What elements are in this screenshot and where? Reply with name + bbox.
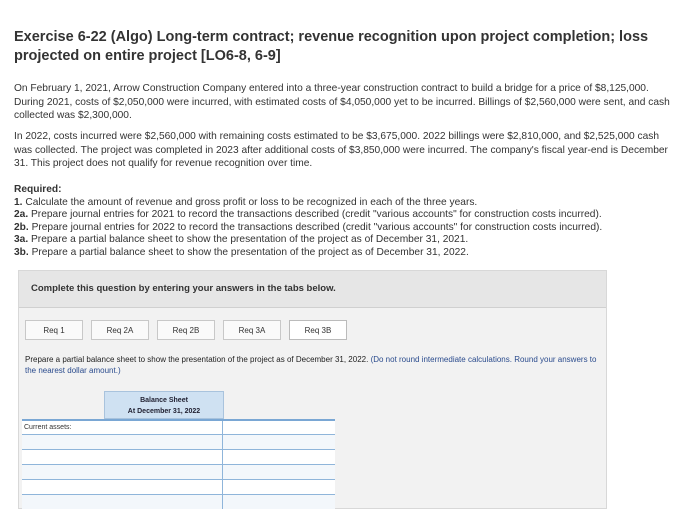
- required-heading: Required:: [14, 184, 62, 195]
- tab-req-3a[interactable]: Req 3A: [223, 320, 281, 340]
- account-input-cell[interactable]: [22, 465, 223, 479]
- tab-req-3b[interactable]: Req 3B: [289, 320, 347, 340]
- current-assets-label: Current assets:: [24, 424, 72, 431]
- panel-header: Complete this question by entering your answers in the tabs below.: [19, 271, 606, 308]
- balance-sheet-row: [22, 434, 335, 449]
- instructions: [25, 355, 605, 376]
- required-section: [14, 184, 684, 259]
- tab-req-2b[interactable]: Req 2B: [157, 320, 215, 340]
- required-item-3a: 3a. Prepare a partial balance sheet to show the presentation of the project as of December 31, 2021.: [14, 234, 469, 245]
- amount-input-cell[interactable]: [223, 435, 335, 449]
- problem-paragraph-1: On February 1, 2021, Arrow Construction Company entered into a three-year construction contract to build a bridge for a price of $8,125,000. During 2021, costs of $2,050,000 were incurred, with estimated costs of $4,050,000 yet to be incurred. Billings of $2,560,000 were sent, and cash collected was $2,300,000.: [14, 83, 670, 121]
- instruction-note: (Do not round intermediate calculations. Round your answers to the nearest dollar amount.): [25, 355, 597, 375]
- required-item-1: 1. Calculate the amount of revenue and gross profit or loss to be recognized in each of the three years.: [14, 196, 478, 208]
- tab-req-2a[interactable]: Req 2A: [91, 320, 149, 340]
- tab-req-1[interactable]: Req 1: [25, 320, 83, 340]
- account-input-cell[interactable]: [22, 435, 223, 449]
- problem-paragraph-2: In 2022, costs incurred were $2,560,000 with remaining costs estimated to be $3,675,000. 2022 billings were $2,810,000, and $2,525,000 cash was collected. The project was completed in 2023 after additional costs of $3,850,000 were incurred. The company's fiscal year-end is December 31. This project does not qualify for revenue recognition over time.: [14, 131, 668, 169]
- required-item-3b: 3b. Prepare a partial balance sheet to show the presentation of the project as of December 31, 2022.: [14, 246, 469, 258]
- account-input-cell[interactable]: [22, 450, 223, 464]
- balance-sheet-title: Balance Sheet: [140, 397, 188, 404]
- amount-cell: [223, 421, 335, 435]
- balance-sheet-row: [22, 419, 335, 435]
- exercise-title: Exercise 6-22 (Algo) Long-term contract; revenue recognition upon project completion; loss projected on entire project [LO6-8, 6-9]: [14, 29, 649, 64]
- amount-input-cell[interactable]: [223, 480, 335, 494]
- balance-sheet-header: [104, 391, 224, 419]
- balance-sheet-row: [22, 479, 335, 494]
- section-label-cell: [22, 421, 223, 435]
- instruction-lead: Prepare a partial balance sheet to show the presentation of the project as of December 31, 2022.: [25, 355, 369, 364]
- amount-input-cell[interactable]: [223, 450, 335, 464]
- account-input-cell[interactable]: [22, 480, 223, 494]
- balance-sheet-date: At December 31, 2022: [127, 408, 201, 415]
- balance-sheet-row: [22, 449, 335, 464]
- balance-sheet-row: [22, 464, 335, 479]
- amount-input-cell[interactable]: [223, 465, 335, 479]
- required-item-2b: 2b. Prepare journal entries for 2022 to record the transactions described (credit "various accounts" for construction costs incurred).: [14, 221, 603, 233]
- required-item-2a: 2a. Prepare journal entries for 2021 to record the transactions described (credit "various accounts" for construction costs incurred).: [14, 209, 602, 220]
- answer-panel: [18, 270, 607, 509]
